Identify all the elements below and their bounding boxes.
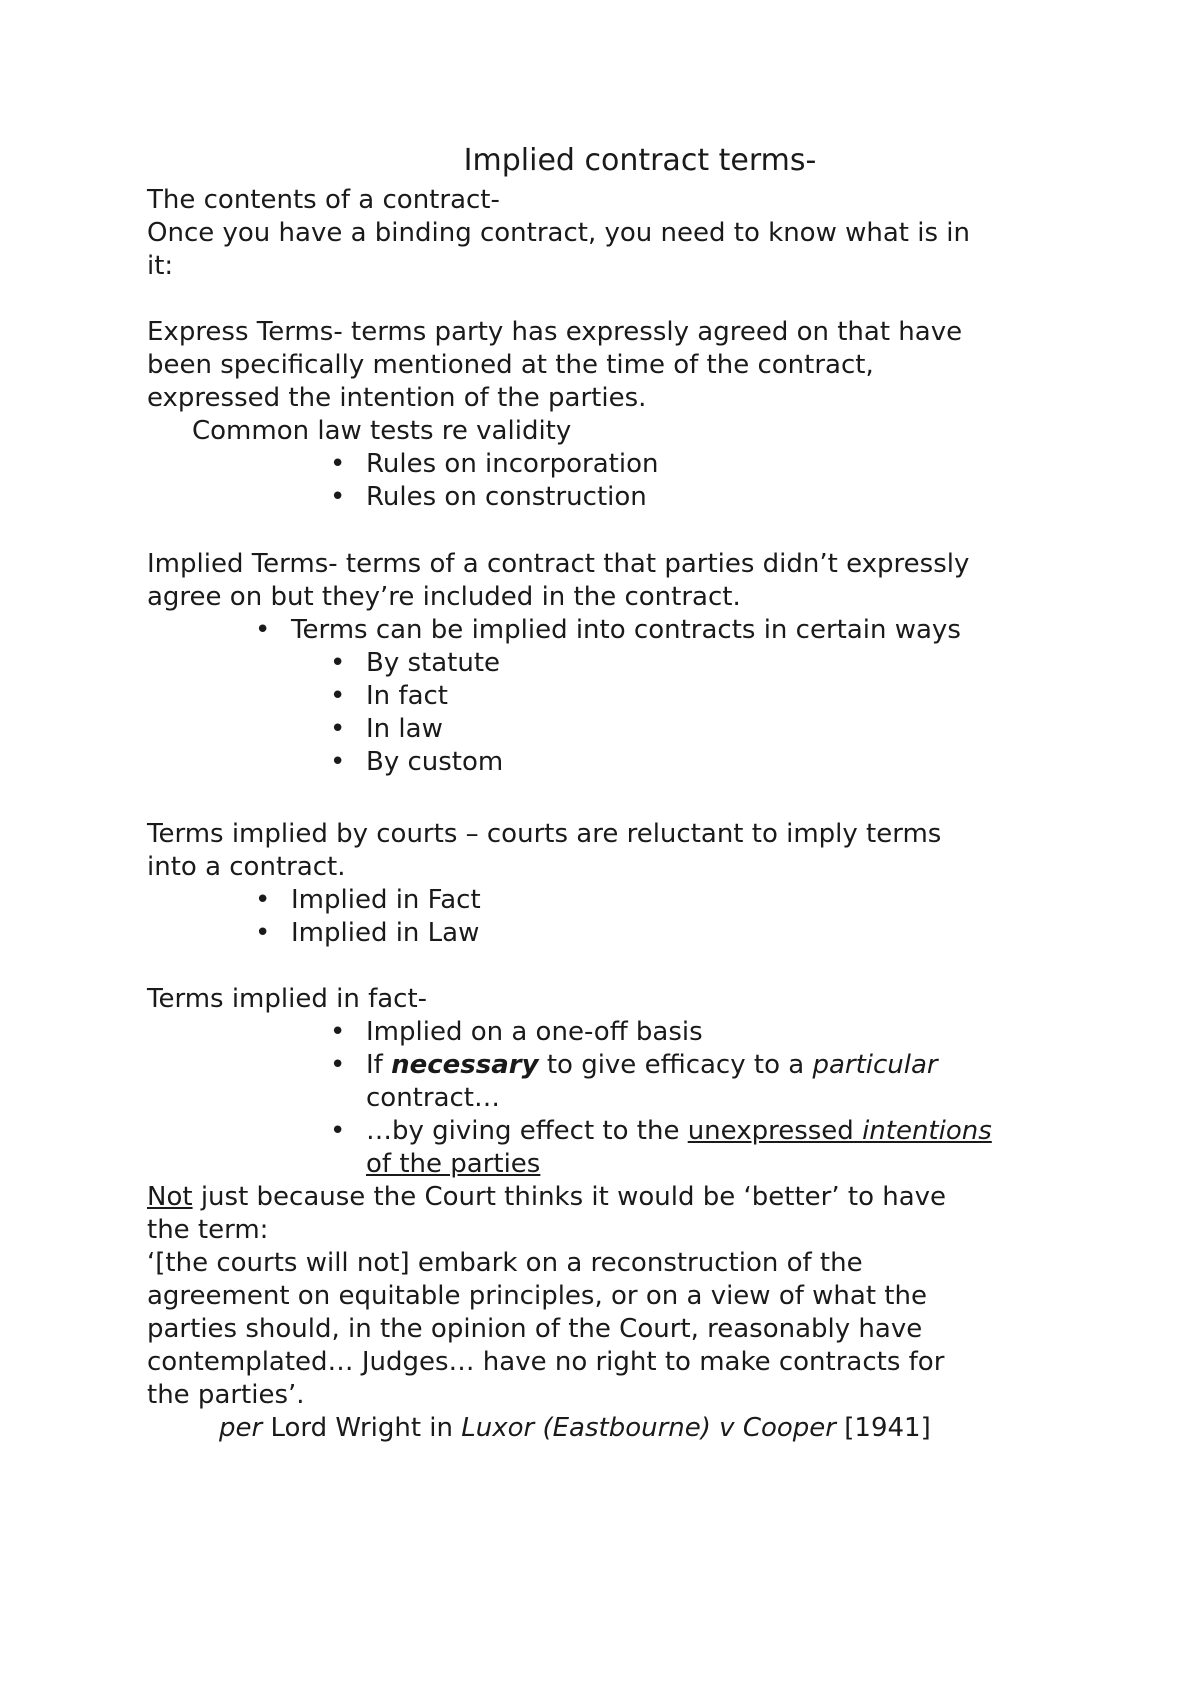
list-item	[330, 746, 504, 779]
bullet-icon: •	[330, 482, 346, 512]
bullet-icon: •	[330, 1116, 346, 1146]
quote-line-5: the parties’.	[147, 1380, 305, 1410]
bullet-icon: •	[255, 885, 271, 915]
bullet-icon: •	[330, 747, 346, 777]
list-item-text: In law	[366, 714, 443, 744]
list-item-text: Rules on incorporation	[366, 449, 659, 479]
implied-line-2: agree on but they’re included in the contract.	[147, 582, 741, 612]
citation	[219, 1412, 931, 1445]
underlined-not: Not	[147, 1182, 193, 1212]
courts-line-2: into a contract.	[147, 852, 346, 882]
underlined-italic-text: intentions	[862, 1116, 992, 1146]
underlined-text: unexpressed	[687, 1116, 863, 1146]
express-line-3: expressed the intention of the parties.	[147, 383, 647, 413]
list-item-text: Implied in Fact	[291, 885, 481, 915]
list-item	[330, 1049, 938, 1082]
quote-line-1: ‘[the courts will not] embark on a reconstruction of the	[147, 1248, 863, 1278]
express-line-2: been specifically mentioned at the time of the contract,	[147, 350, 874, 380]
bullet-icon: •	[330, 648, 346, 678]
express-line-1: Express Terms- terms party has expressly agreed on that have	[147, 317, 963, 347]
list-item-text: In fact	[366, 681, 448, 711]
list-item	[330, 481, 647, 514]
list-item-text: By custom	[366, 747, 504, 777]
courts-line-1: Terms implied by courts – courts are reluctant to imply terms	[147, 819, 942, 849]
list-item	[330, 1115, 992, 1148]
intro-line-2: it:	[147, 251, 174, 281]
in-fact-heading: Terms implied in fact-	[147, 984, 428, 1014]
contents-heading: The contents of a contract-	[147, 185, 500, 215]
list-item-continuation: contract…	[366, 1083, 500, 1113]
bullet-icon: •	[330, 1017, 346, 1047]
citation-judge: Lord Wright in	[262, 1413, 462, 1443]
list-item	[255, 884, 481, 917]
bullet-icon: •	[330, 714, 346, 744]
citation-year: [1941]	[836, 1413, 931, 1443]
bullet-icon: •	[255, 918, 271, 948]
text-run: …by giving effect to the	[366, 1116, 688, 1146]
list-item-text: Implied in Law	[291, 918, 480, 948]
express-subheading: Common law tests re validity	[192, 416, 572, 446]
list-item-text: Terms can be implied into contracts in certain ways	[291, 615, 961, 645]
text-run: If	[366, 1050, 392, 1080]
list-item	[330, 680, 448, 713]
emphasis-particular: particular	[812, 1050, 938, 1080]
not-line-1	[147, 1181, 946, 1214]
not-line-2: the term:	[147, 1215, 269, 1245]
list-item	[255, 614, 961, 647]
citation-per: per	[219, 1413, 263, 1443]
quote-line-4: contemplated… Judges… have no right to make contracts for	[147, 1347, 945, 1377]
list-item	[330, 647, 501, 680]
citation-case: Luxor (Eastbourne) v Cooper	[461, 1413, 836, 1443]
intro-line-1: Once you have a binding contract, you need to know what is in	[147, 218, 970, 248]
bullet-icon: •	[330, 449, 346, 479]
list-item-text	[366, 1115, 992, 1148]
list-item	[255, 917, 480, 950]
text-run: just because the Court thinks it would be ‘better’ to have	[192, 1182, 947, 1212]
text-run: to give efficacy to a	[538, 1050, 813, 1080]
bullet-icon: •	[330, 1050, 346, 1080]
quote-line-2: agreement on equitable principles, or on a view of what the	[147, 1281, 927, 1311]
list-item-text	[366, 1049, 938, 1082]
list-item	[330, 448, 659, 481]
bullet-icon: •	[330, 681, 346, 711]
list-item-continuation: of the parties	[366, 1149, 541, 1179]
list-item	[330, 713, 443, 746]
list-item-text: Implied on a one-off basis	[366, 1017, 703, 1047]
list-item-text: Rules on construction	[366, 482, 647, 512]
bullet-icon: •	[255, 615, 271, 645]
emphasis-necessary: necessary	[391, 1050, 539, 1080]
page-title: Implied contract terms-	[463, 143, 817, 178]
list-item-text: By statute	[366, 648, 501, 678]
implied-line-1: Implied Terms- terms of a contract that parties didn’t expressly	[147, 549, 970, 579]
list-item	[330, 1016, 703, 1049]
quote-line-3: parties should, in the opinion of the Court, reasonably have	[147, 1314, 923, 1344]
